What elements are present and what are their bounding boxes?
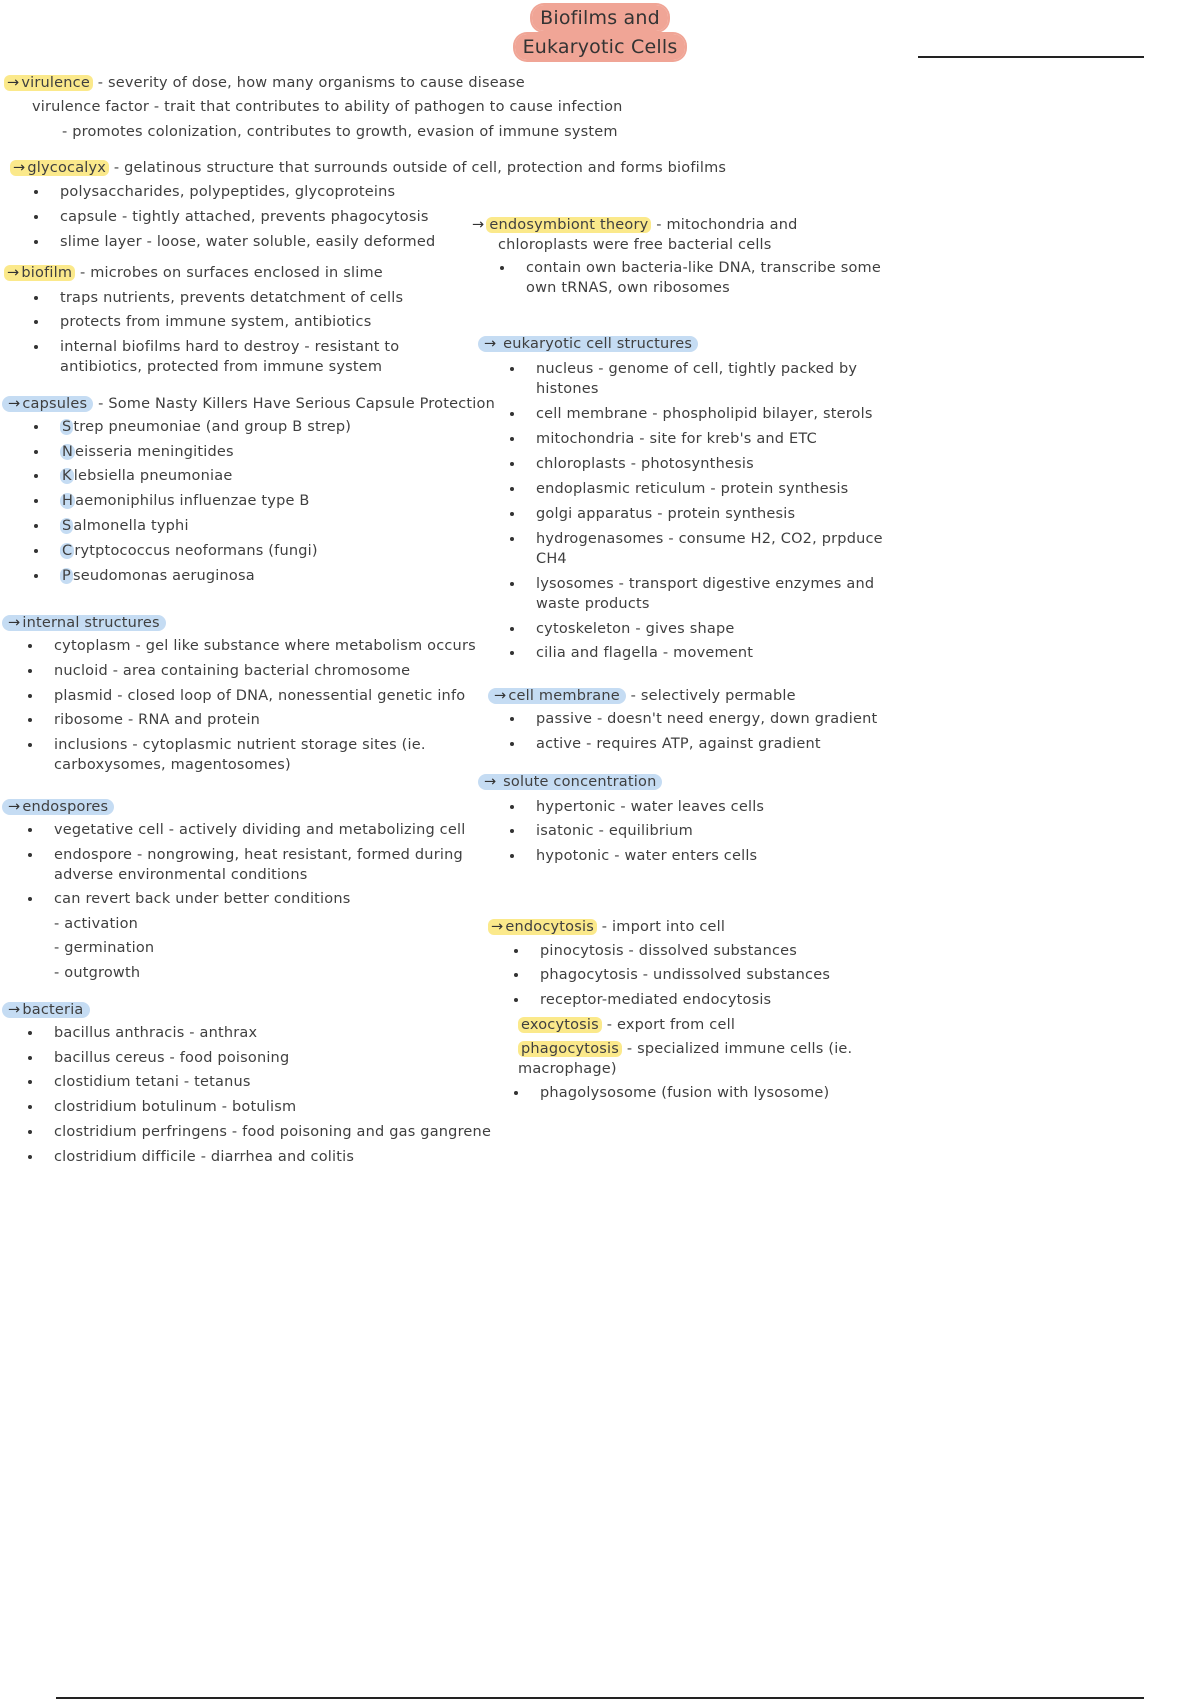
endocytosis-heading <box>488 917 928 937</box>
list-item: clostridium perfringens - food poisoning and gas gangrene <box>20 1122 522 1142</box>
list-item: N eisseria meningitides <box>26 442 522 462</box>
list-item: clostidium tetani - tetanus <box>20 1072 522 1092</box>
list-item: bacillus anthracis - anthrax <box>20 1023 522 1043</box>
def-glycocalyx: - gelatinous structure that surrounds outside of cell, protection and forms biofilms <box>109 160 727 176</box>
def-endosymbiont-cont: chloroplasts were free bacterial cells <box>498 237 772 253</box>
page-title-part-2: Eukaryotic Cells <box>515 34 686 60</box>
term-endospores: endospores <box>22 799 109 815</box>
list-item: vegetative cell - actively dividing and metabolizing cell <box>20 820 502 840</box>
list-item: C rytptococcus neoformans (fungi) <box>26 541 522 561</box>
term-exocytosis: exocytosis <box>518 1017 602 1033</box>
arrow-icon: → <box>8 615 21 631</box>
arrow-icon: → <box>494 688 507 704</box>
section-glycocalyx <box>10 158 770 178</box>
list-item: ribosome - RNA and protein <box>20 710 502 730</box>
section-internal-structures <box>2 613 502 775</box>
list-item: lysosomes - transport digestive enzymes and <box>502 574 918 594</box>
section-biofilm <box>4 263 464 377</box>
list-item: capsule - tightly attached, prevents phagocytosis <box>26 207 466 227</box>
endospores-heading <box>2 797 502 817</box>
def-virulence: - severity of dose, how many organisms to cause disease <box>92 75 525 91</box>
bacteria-heading <box>2 1000 522 1020</box>
def-phagocytosis: - specialized immune cells (ie. <box>622 1041 853 1057</box>
list-item: phagocytosis - undissolved substances <box>506 965 928 985</box>
arrow-icon: → <box>491 919 504 935</box>
term-biofilm: biofilm <box>21 265 73 281</box>
list-item: receptor-mediated endocytosis <box>506 990 928 1010</box>
list-item: contain own bacteria-like DNA, transcribe some <box>492 258 912 278</box>
list-item: cytoskeleton - gives shape <box>502 619 918 639</box>
list-item: P seudomonas aeruginosa <box>26 566 522 586</box>
list-item: isatonic - equilibrium <box>502 821 918 841</box>
virulence-heading <box>4 73 644 93</box>
list-item: passive - doesn't need energy, down gradient <box>502 709 928 729</box>
list-item: cilia and flagella - movement <box>502 643 918 663</box>
list-item: clostridium botulinum - botulism <box>20 1097 522 1117</box>
def-capsules: - Some Nasty Killers Have Serious Capsule Protection <box>93 396 495 412</box>
list-item: clostridium difficile - diarrhea and colitis <box>20 1147 522 1167</box>
list-item: protects from immune system, antibiotics <box>26 312 464 332</box>
list-item: chloroplasts - photosynthesis <box>502 454 918 474</box>
term-phagocytosis: phagocytosis <box>518 1041 622 1057</box>
list-item: endospore - nongrowing, heat resistant, formed during <box>20 845 502 865</box>
term-endosymbiont: endosymbiont theory <box>486 217 651 233</box>
eukaryotic-heading <box>478 334 918 354</box>
exocytosis-line <box>488 1015 928 1035</box>
list-item: polysaccharides, polypeptides, glycoproteins <box>26 182 466 202</box>
def-biofilm: - microbes on surfaces enclosed in slime <box>75 265 383 281</box>
footer-rule <box>56 1697 1144 1699</box>
section-virulence <box>4 73 644 142</box>
endospore-stage: - activation <box>54 916 139 932</box>
list-item-cont: CH4 <box>536 551 567 567</box>
section-capsules <box>2 394 522 586</box>
list-item: active - requires ATP, against gradient <box>502 734 928 754</box>
term-capsules: capsules <box>22 396 88 412</box>
virulence-factor: virulence factor - trait that contributes to ability of pathogen to cause infection <box>32 99 623 115</box>
term-solute: solute concentration <box>503 774 657 790</box>
list-item-cont: carboxysomes, magentosomes) <box>54 757 291 773</box>
list-item-cont: adverse environmental conditions <box>54 867 308 883</box>
term-internal: internal structures <box>22 615 160 631</box>
arrow-icon: → <box>13 160 26 176</box>
def-cell-membrane: - selectively permable <box>625 688 796 704</box>
list-item-cont: own tRNAS, own ribosomes <box>526 280 730 296</box>
list-item: pinocytosis - dissolved substances <box>506 941 928 961</box>
section-endosymbiont <box>472 215 912 298</box>
arrow-icon: → <box>8 396 21 412</box>
header-rule <box>918 56 1144 58</box>
glycocalyx-list <box>26 182 466 252</box>
term-endocytosis: endocytosis <box>505 919 594 935</box>
endospore-stage: - outgrowth <box>54 965 141 981</box>
list-item: can revert back under better conditions <box>20 889 502 909</box>
list-item: S almonella typhi <box>26 516 522 536</box>
phagocytosis-line <box>488 1039 928 1059</box>
arrow-icon: → <box>7 265 20 281</box>
endospore-stage: - germination <box>54 940 155 956</box>
term-eukaryotic: eukaryotic cell structures <box>503 336 693 352</box>
def-phagocytosis-cont: macrophage) <box>518 1061 617 1077</box>
section-solute <box>478 772 918 866</box>
section-endospores <box>2 797 502 983</box>
list-item: bacillus cereus - food poisoning <box>20 1048 522 1068</box>
def-exocytosis: - export from cell <box>601 1017 736 1033</box>
capsules-heading <box>2 394 522 414</box>
section-bacteria <box>2 1000 522 1167</box>
list-item: plasmid - closed loop of DNA, nonessential genetic info <box>20 686 502 706</box>
list-item-cont: waste products <box>536 596 650 612</box>
solute-heading <box>478 772 918 792</box>
section-endocytosis <box>488 917 928 1103</box>
list-item: cell membrane - phospholipid bilayer, sterols <box>502 404 918 424</box>
term-glycocalyx: glycocalyx <box>27 160 107 176</box>
arrow-icon: → <box>472 217 485 233</box>
list-item: nucloid - area containing bacterial chromosome <box>20 661 502 681</box>
internal-heading <box>2 613 502 633</box>
section-cell-membrane <box>488 686 928 754</box>
term-virulence: virulence <box>21 75 90 91</box>
list-item: hypertonic - water leaves cells <box>502 797 918 817</box>
glycocalyx-heading <box>10 158 770 178</box>
cell-membrane-heading <box>488 686 928 706</box>
page-title-part-1: Biofilms and <box>532 5 668 31</box>
list-item: endoplasmic reticulum - protein synthesis <box>502 479 918 499</box>
list-item: hypotonic - water enters cells <box>502 846 918 866</box>
list-item: nucleus - genome of cell, tightly packed by <box>502 359 918 379</box>
list-item: traps nutrients, prevents detatchment of cells <box>26 288 464 308</box>
list-item: H aemoniphilus influenzae type B <box>26 491 522 511</box>
list-item-cont: histones <box>536 381 599 397</box>
list-item: cytoplasm - gel like substance where metabolism occurs <box>20 636 502 656</box>
def-endosymbiont: - mitochondria and <box>651 217 798 233</box>
list-item-cont: antibiotics, protected from immune system <box>60 359 383 375</box>
list-item: mitochondria - site for kreb's and ETC <box>502 429 918 449</box>
section-eukaryotic <box>478 334 918 663</box>
term-bacteria: bacteria <box>22 1002 84 1018</box>
virulence-factor-sub: - promotes colonization, contributes to growth, evasion of immune system <box>62 124 618 140</box>
arrow-icon: → <box>8 799 21 815</box>
endosymbiont-heading <box>472 215 912 235</box>
list-item: hydrogenasomes - consume H2, CO2, prpduce <box>502 529 918 549</box>
biofilm-heading <box>4 263 464 283</box>
list-item: S trep pneumoniae (and group B strep) <box>26 417 522 437</box>
arrow-icon: → <box>8 1002 21 1018</box>
list-item: golgi apparatus - protein synthesis <box>502 504 918 524</box>
arrow-icon: → <box>484 336 497 352</box>
list-item: K lebsiella pneumoniae <box>26 466 522 486</box>
term-cell-membrane: cell membrane <box>508 688 620 704</box>
list-item: internal biofilms hard to destroy - resistant to <box>26 337 464 357</box>
list-item: slime layer - loose, water soluble, easily deformed <box>26 232 466 252</box>
page-title-line-1 <box>0 6 1200 30</box>
list-item: inclusions - cytoplasmic nutrient storage sites (ie. <box>20 735 502 755</box>
arrow-icon: → <box>7 75 20 91</box>
def-endocytosis: - import into cell <box>597 919 726 935</box>
arrow-icon: → <box>484 774 497 790</box>
list-item: phagolysosome (fusion with lysosome) <box>506 1083 928 1103</box>
